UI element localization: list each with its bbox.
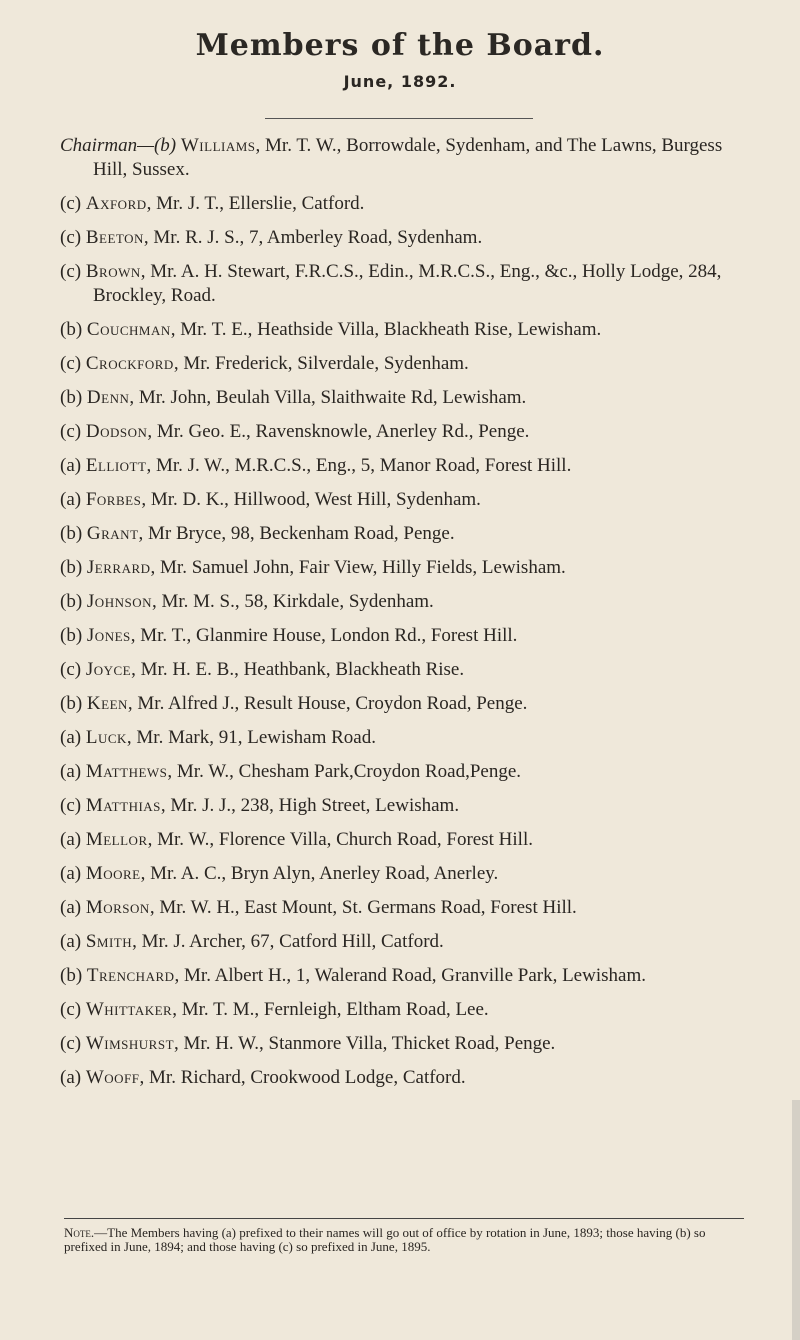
member-surname: Trenchard [86,965,175,986]
member-surname: Whittaker [85,999,173,1020]
member-surname: Morson [85,897,150,918]
member-prefix: (b) [60,693,83,714]
member-list [60,134,750,1100]
footnote-text: —The Members having (a) prefixed to their names will go out of office by rotation in June, 1893; those having (b) so prefixed in June, 1894; and those having (c) so prefixed in June, 1895. [64,1225,706,1254]
member-surname: Beeton [85,227,144,248]
member-entry [60,692,750,716]
member-details: , Mr. John, Beulah Villa, Slaithwaite Rd, Lewisham. [129,387,527,408]
member-prefix: (a) [60,489,82,510]
member-surname: Smith [85,931,133,952]
member-surname: Moore [85,863,141,884]
member-entry [60,964,750,988]
member-surname: Luck [85,727,127,748]
header-divider [265,118,533,119]
member-prefix: (b) [60,965,83,986]
member-prefix: (a) [60,897,82,918]
member-entry [60,318,750,342]
page-title: Members of the Board. [195,28,605,63]
member-details: , Mr. Mark, 91, Lewisham Road. [126,727,376,748]
member-surname: Dodson [85,421,148,442]
member-surname: Elliott [85,455,147,476]
member-entry [60,260,750,308]
member-details: , Mr. Samuel John, Fair View, Hilly Fields, Lewisham. [150,557,566,578]
member-prefix: (a) [60,455,82,476]
member-entry [60,420,750,444]
member-prefix: (c) [60,659,82,680]
member-details: , Mr. J. W., M.R.C.S., Eng., 5, Manor Road, Forest Hill. [146,455,572,476]
member-details: , Mr. T. E., Heathside Villa, Blackheath Rise, Lewisham. [170,319,602,340]
member-details: , Mr. W. H., East Mount, St. Germans Road, Forest Hill. [149,897,577,918]
member-entry [60,726,750,750]
member-surname: Axford [85,193,147,214]
member-entry [60,760,750,784]
member-details: , Mr. J. T., Ellerslie, Catford. [146,193,365,214]
member-entry [60,192,750,216]
member-entry [60,590,750,614]
member-details: , Mr. H. W., Stanmore Villa, Thicket Road, Penge. [174,1033,556,1054]
member-prefix: (c) [60,353,82,374]
member-details: , Mr. Alfred J., Result House, Croydon Road, Penge. [127,693,528,714]
member-prefix: (c) [60,193,82,214]
member-prefix: (b) [60,387,83,408]
member-prefix: (a) [60,1067,82,1088]
footer-divider [64,1218,744,1219]
member-prefix: (b) [60,557,83,578]
member-surname: Denn [86,387,130,408]
member-details: , Mr. A. C., Bryn Alyn, Anerley Road, Anerley. [140,863,499,884]
member-entry [60,1032,750,1056]
member-details: , Mr. Geo. E., Ravensknowle, Anerley Rd., Penge. [147,421,530,442]
member-entry [60,134,750,182]
member-prefix: (b) [60,625,83,646]
member-prefix: (a) [60,863,82,884]
member-details: , Mr. R. J. S., 7, Amberley Road, Sydenham. [143,227,483,248]
member-surname: Johnson [86,591,152,612]
member-entry [60,658,750,682]
member-details: , Mr. Albert H., 1, Walerand Road, Granville Park, Lewisham. [174,965,646,986]
member-entry [60,998,750,1022]
member-prefix: (c) [60,421,82,442]
member-prefix: (c) [60,261,82,282]
member-surname: Jerrard [86,557,151,578]
member-surname: Jones [86,625,131,646]
member-entry [60,226,750,250]
member-surname: Couchman [86,319,171,340]
member-prefix: (a) [60,727,82,748]
member-surname: Forbes [85,489,142,510]
member-details: , Mr. Richard, Crookwood Lodge, Catford. [139,1067,466,1088]
footnote [64,1226,744,1254]
member-entry [60,454,750,478]
member-surname: Matthias [85,795,161,816]
member-surname: Brown [85,261,141,282]
member-entry [60,386,750,410]
member-prefix: (b) [60,523,83,544]
member-entry [60,862,750,886]
member-details: , Mr. T. W., Borrowdale, Sydenham, and The Lawns, Burgess Hill, Sussex. [93,135,723,180]
member-details: , Mr. H. E. B., Heathbank, Blackheath Rise. [131,659,465,680]
member-prefix: (c) [60,1033,82,1054]
member-details: , Mr. M. S., 58, Kirkdale, Sydenham. [151,591,434,612]
member-surname: Wooff [85,1067,140,1088]
member-prefix: Chairman—(b) [60,135,177,156]
member-details: , Mr. W., Chesham Park,Croydon Road,Penge. [167,761,522,782]
member-entry [60,930,750,954]
member-surname: Grant [86,523,139,544]
member-surname: Keen [86,693,128,714]
member-prefix: (c) [60,227,82,248]
member-details: , Mr. W., Florence Villa, Church Road, Forest Hill. [147,829,533,850]
member-details: , Mr. A. H. Stewart, F.R.C.S., Edin., M.R.C.S., Eng., &c., Holly Lodge, 284, Brockley, Road. [93,261,722,306]
page-date: June, 1892. [343,72,457,91]
member-prefix: (a) [60,761,82,782]
member-prefix: (c) [60,999,82,1020]
member-entry [60,794,750,818]
footnote-label: Note. [64,1225,95,1240]
member-surname: Williams [180,135,256,156]
member-surname: Crockford [85,353,174,374]
member-entry [60,1066,750,1090]
member-details: , Mr Bryce, 98, Beckenham Road, Penge. [138,523,455,544]
page-edge [792,1100,800,1340]
member-details: , Mr. J. Archer, 67, Catford Hill, Catford. [132,931,444,952]
member-entry [60,556,750,580]
member-surname: Joyce [85,659,132,680]
member-details: , Mr. Frederick, Silverdale, Sydenham. [173,353,469,374]
member-prefix: (a) [60,931,82,952]
member-prefix: (b) [60,591,83,612]
member-surname: Wimshurst [85,1033,175,1054]
member-entry [60,352,750,376]
member-surname: Matthews [85,761,168,782]
member-details: , Mr. T., Glanmire House, London Rd., Forest Hill. [130,625,518,646]
member-entry [60,896,750,920]
member-details: , Mr. J. J., 238, High Street, Lewisham. [160,795,460,816]
member-prefix: (b) [60,319,83,340]
member-details: , Mr. D. K., Hillwood, West Hill, Sydenham. [141,489,481,510]
member-entry [60,522,750,546]
member-entry [60,624,750,648]
member-entry [60,828,750,852]
member-details: , Mr. T. M., Fernleigh, Eltham Road, Lee. [172,999,489,1020]
member-surname: Mellor [85,829,148,850]
member-entry [60,488,750,512]
member-prefix: (a) [60,829,82,850]
member-prefix: (c) [60,795,82,816]
